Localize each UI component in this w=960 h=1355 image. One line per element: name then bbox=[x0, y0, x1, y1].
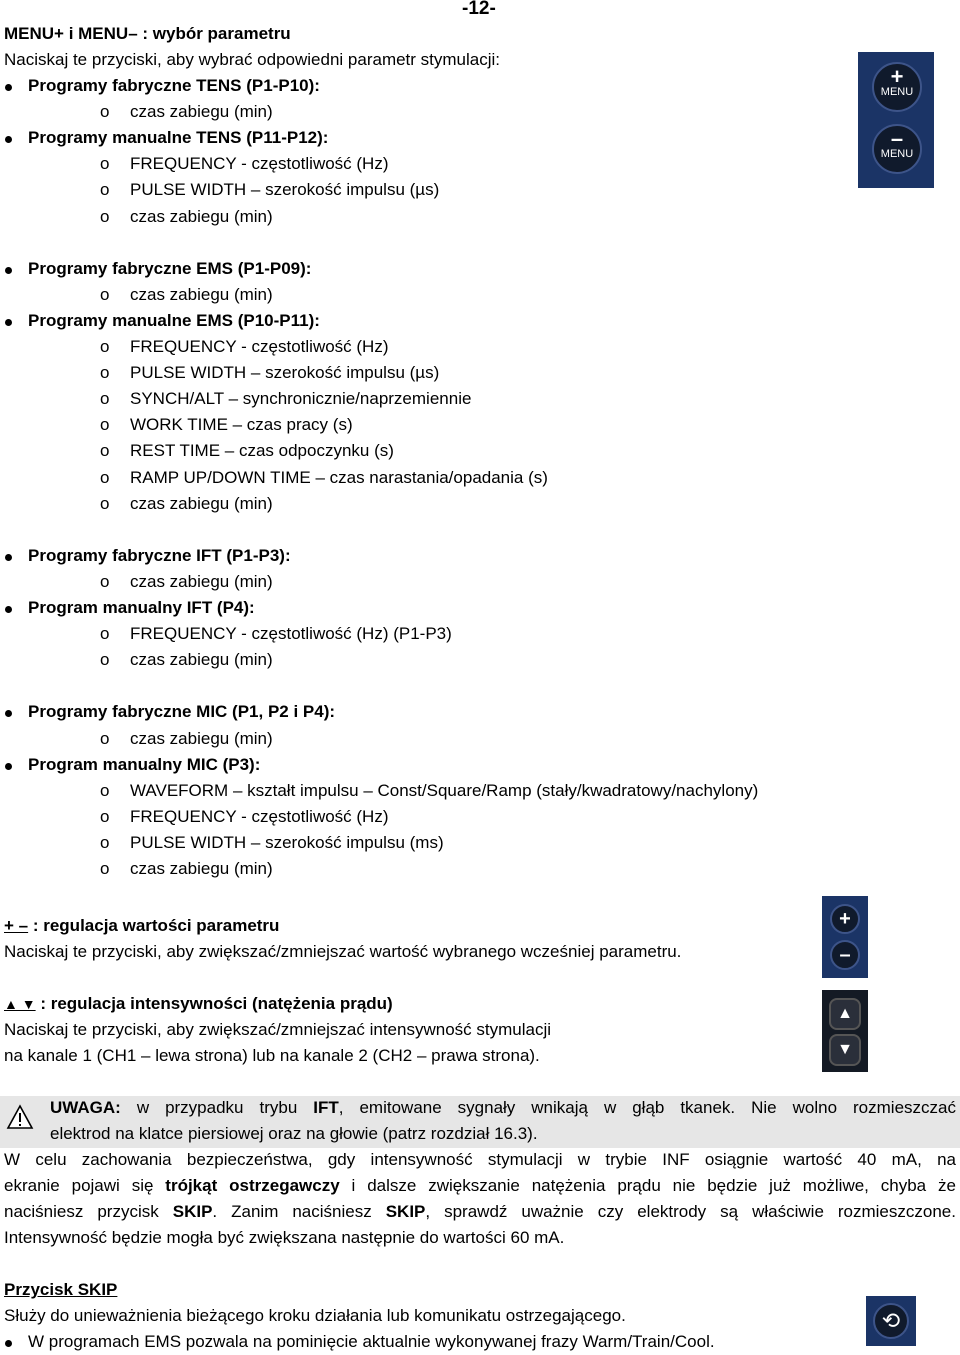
sub-bullet-marker: o bbox=[100, 624, 110, 644]
sub-bullet-marker: o bbox=[100, 284, 110, 304]
sub-bullet-marker: o bbox=[100, 337, 110, 356]
page-number: -12- bbox=[462, 0, 496, 19]
bullet bbox=[5, 606, 12, 613]
warning-ift: IFT bbox=[313, 1098, 339, 1117]
parameter-label: PULSE WIDTH – szerokość impulsu (µs) bbox=[130, 180, 440, 200]
safety-line-4: Intensywność będzie mogła być zwiększana następnie do wartości 60 mA. bbox=[4, 1228, 565, 1247]
plusminus-text: Naciskaj te przyciski, aby zwiększać/zmniejszać wartość wybranego wcześniej parametru. bbox=[4, 942, 682, 961]
skip-button-image bbox=[866, 1296, 916, 1346]
skip-button bbox=[873, 1303, 909, 1339]
parameter-label: FREQUENCY - częstotliwość (Hz) bbox=[130, 337, 389, 356]
parameter-label: WORK TIME – czas pracy (s) bbox=[130, 415, 353, 435]
menu-section-intro: Naciskaj te przyciski, aby wybrać odpowiedni parametr stymulacji: bbox=[4, 50, 501, 69]
sub-bullet-marker: o bbox=[100, 441, 110, 461]
plus-icon: + bbox=[839, 908, 851, 930]
program-group-title: Program manualny MIC (P3): bbox=[28, 754, 261, 774]
parameter-label: SYNCH/ALT – synchronicznie/naprzemiennie bbox=[130, 389, 472, 409]
warning-label: UWAGA: bbox=[50, 1098, 121, 1117]
warning-text-b: , emitowane sygnały wnikają w głąb tkanek. Nie wolno rozmieszczać bbox=[338, 1098, 956, 1117]
safety-text: , sprawdź uważnie czy elektrody są właściwie rozmieszczone. bbox=[425, 1202, 956, 1221]
plus-button bbox=[830, 904, 860, 934]
program-group-title: Programy manualne TENS (P11-P12): bbox=[28, 128, 329, 148]
minus-button bbox=[830, 940, 860, 970]
down-arrow-icon: ▼ bbox=[837, 1041, 853, 1058]
sub-bullet-marker: o bbox=[100, 859, 110, 878]
parameter-label: RAMP UP/DOWN TIME – czas narastania/opadania (s) bbox=[130, 467, 548, 487]
parameter-label: czas zabiegu (min) bbox=[130, 206, 273, 226]
warning-text-a: w przypadku trybu bbox=[136, 1098, 298, 1117]
bullet bbox=[5, 319, 12, 326]
intensity-heading-text: : regulacja intensywności (natężenia prądu) bbox=[40, 994, 393, 1013]
bullet bbox=[5, 84, 12, 91]
parameter-label: FREQUENCY - częstotliwość (Hz) bbox=[130, 154, 389, 174]
plusminus-buttons-image bbox=[822, 896, 868, 978]
program-group-title: Programy fabryczne MIC (P1, P2 i P4): bbox=[28, 702, 336, 722]
down-button bbox=[829, 1034, 861, 1066]
sub-bullet-marker: o bbox=[100, 206, 110, 226]
sub-bullet-marker: o bbox=[100, 493, 110, 513]
safety-text: . Zanim naciśniesz bbox=[212, 1202, 372, 1221]
parameter-label: FREQUENCY - częstotliwość (Hz) bbox=[130, 806, 389, 826]
safety-line-1: W celu zachowania bezpieczeństwa, gdy intensywność stymulacji w trybie INF osiągnie wartość 40 mA, na bbox=[4, 1150, 956, 1169]
skip-loop-icon: ⟲ bbox=[881, 1308, 901, 1333]
sub-bullet-marker: o bbox=[100, 571, 110, 591]
sub-bullet-marker: o bbox=[100, 728, 110, 748]
parameter-label: czas zabiegu (min) bbox=[130, 728, 273, 748]
skip-keyword: SKIP bbox=[385, 1202, 426, 1221]
intensity-text-line-1: Naciskaj te przyciski, aby zwiększać/zmniejszać intensywność stymulacji bbox=[4, 1020, 551, 1039]
safety-bold-text: trójkąt ostrzegawczy bbox=[165, 1176, 340, 1195]
menu-label: MENU bbox=[880, 148, 914, 160]
program-group-title: Programy fabryczne EMS (P1-P09): bbox=[28, 258, 312, 278]
menu-minus-button bbox=[872, 124, 922, 174]
parameter-label: REST TIME – czas odpoczynku (s) bbox=[130, 441, 394, 461]
skip-heading: Przycisk SKIP bbox=[4, 1280, 118, 1299]
intensity-heading bbox=[4, 994, 393, 1014]
sub-bullet-marker: o bbox=[100, 102, 110, 122]
bullet bbox=[5, 554, 12, 561]
up-arrow-icon: ▲ bbox=[837, 1005, 853, 1022]
minus-icon: – bbox=[839, 944, 851, 966]
parameter-label: czas zabiegu (min) bbox=[130, 650, 273, 670]
safety-text: i dalsze zwiększanie natężenia prądu nie będzie już możliwe, chyba że bbox=[351, 1176, 956, 1195]
skip-keyword: SKIP bbox=[172, 1202, 213, 1221]
bullet bbox=[5, 267, 12, 274]
bullet bbox=[5, 763, 12, 770]
minus-icon: – bbox=[890, 126, 904, 151]
sub-bullet-marker: o bbox=[100, 650, 110, 670]
bullet bbox=[5, 710, 12, 717]
sub-bullet-marker: o bbox=[100, 363, 110, 383]
program-group-title: Programy fabryczne TENS (P1-P10): bbox=[28, 76, 320, 95]
plusminus-heading-text: : regulacja wartości parametru bbox=[32, 916, 280, 935]
program-group-title: Programy manualne EMS (P10-P11): bbox=[28, 310, 320, 330]
sub-bullet-marker: o bbox=[100, 806, 110, 826]
plusminus-symbols: + – bbox=[4, 916, 29, 935]
sub-bullet-marker: o bbox=[100, 415, 110, 435]
skip-bullet-text: W programach EMS pozwala na pominięcie aktualnie wykonywanej frazy Warm/Train/Cool. bbox=[28, 1332, 715, 1351]
parameter-label: czas zabiegu (min) bbox=[130, 859, 273, 878]
menu-section-heading: MENU+ i MENU– : wybór parametru bbox=[4, 24, 291, 43]
safety-text: naciśniesz przycisk bbox=[4, 1202, 159, 1221]
parameter-label: WAVEFORM – kształt impulsu – Const/Square/Ramp (stały/kwadratowy/nachylony) bbox=[130, 780, 759, 800]
sub-bullet-marker: o bbox=[100, 154, 110, 174]
menu-plus-button bbox=[872, 62, 922, 112]
safety-text: ekranie pojawi się bbox=[4, 1176, 154, 1195]
intensity-buttons-image bbox=[822, 990, 868, 1072]
parameter-label: FREQUENCY - częstotliwość (Hz) (P1-P3) bbox=[130, 624, 452, 644]
parameter-label: czas zabiegu (min) bbox=[130, 493, 273, 513]
program-group-title: Program manualny IFT (P4): bbox=[28, 598, 255, 617]
sub-bullet-marker: o bbox=[100, 832, 110, 852]
safety-line-2 bbox=[4, 1176, 956, 1196]
skip-text: Służy do unieważnienia bieżącego kroku działania lub komunikatu ostrzegającego. bbox=[4, 1306, 626, 1325]
plusminus-heading bbox=[4, 916, 279, 936]
warning-line-1 bbox=[50, 1098, 956, 1118]
bullet bbox=[5, 1340, 12, 1347]
menu-label: MENU bbox=[880, 86, 914, 98]
parameter-label: PULSE WIDTH – szerokość impulsu (µs) bbox=[130, 363, 440, 383]
program-group-title: Programy fabryczne IFT (P1-P3): bbox=[28, 545, 291, 565]
up-button bbox=[829, 998, 861, 1030]
intensity-text-line-2: na kanale 1 (CH1 – lewa strona) lub na kanale 2 (CH2 – prawa strona). bbox=[4, 1046, 540, 1065]
menu-buttons-image bbox=[858, 52, 934, 188]
warning-triangle-icon bbox=[6, 1104, 34, 1130]
safety-line-3 bbox=[4, 1202, 956, 1222]
bullet bbox=[5, 136, 12, 143]
plus-icon: + bbox=[890, 64, 904, 89]
warning-line-2: elektrod na klatce piersiowej oraz na głowie (patrz rozdział 16.3). bbox=[50, 1124, 538, 1143]
parameter-label: czas zabiegu (min) bbox=[130, 571, 273, 591]
sub-bullet-marker: o bbox=[100, 180, 110, 200]
sub-bullet-marker: o bbox=[100, 389, 110, 409]
parameter-label: PULSE WIDTH – szerokość impulsu (ms) bbox=[130, 832, 444, 852]
parameter-label: czas zabiegu (min) bbox=[130, 284, 273, 304]
sub-bullet-marker: o bbox=[100, 467, 110, 487]
sub-bullet-marker: o bbox=[100, 780, 110, 800]
parameter-label: czas zabiegu (min) bbox=[130, 102, 273, 122]
intensity-symbols: ▲ ▼ bbox=[4, 996, 36, 1012]
